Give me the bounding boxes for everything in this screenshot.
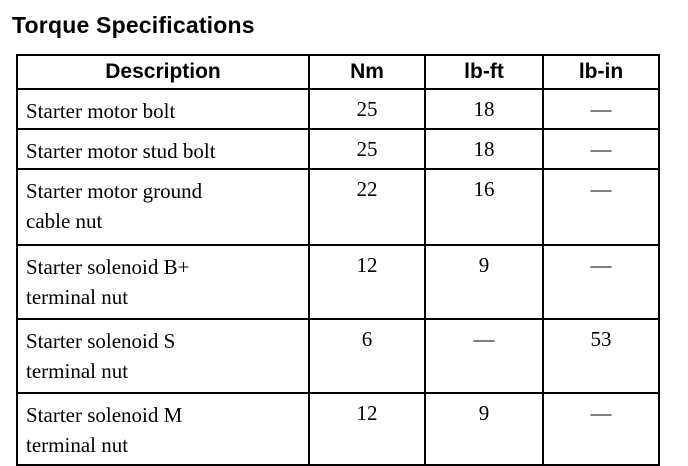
- description-line: terminal nut: [26, 433, 129, 457]
- cell-description: [17, 393, 309, 465]
- table-row: [17, 129, 659, 169]
- cell-description: [17, 169, 309, 245]
- torque-spec-table: [16, 54, 660, 466]
- description-line: Starter motor ground: [26, 179, 203, 203]
- table-row: [17, 89, 659, 129]
- description-line: terminal nut: [26, 285, 129, 309]
- description-line: terminal nut: [26, 359, 129, 383]
- cell-lb-ft: 9: [425, 393, 543, 465]
- cell-lb-ft: 18: [425, 129, 543, 169]
- description-line: Starter solenoid S: [26, 329, 176, 353]
- cell-lb-ft: 16: [425, 169, 543, 245]
- description-line: Starter solenoid B+: [26, 255, 190, 279]
- cell-lb-in: —: [543, 393, 659, 465]
- table-header-row: [17, 55, 659, 89]
- cell-nm: 6: [309, 319, 425, 393]
- cell-nm: 22: [309, 169, 425, 245]
- description-line: cable nut: [26, 209, 103, 233]
- cell-lb-in: —: [543, 169, 659, 245]
- cell-description: [17, 89, 309, 129]
- cell-nm: 25: [309, 89, 425, 129]
- description-line: Starter motor bolt: [26, 99, 176, 123]
- table-row: [17, 319, 659, 393]
- table-row: [17, 245, 659, 319]
- header-nm: Nm: [309, 55, 425, 89]
- cell-description: [17, 129, 309, 169]
- description-line: Starter solenoid M: [26, 403, 183, 427]
- cell-lb-in: —: [543, 129, 659, 169]
- cell-description: [17, 245, 309, 319]
- header-description: Description: [17, 55, 309, 89]
- description-line: Starter motor stud bolt: [26, 139, 216, 163]
- cell-description: [17, 319, 309, 393]
- cell-lb-ft: —: [425, 319, 543, 393]
- header-lb-ft: lb-ft: [425, 55, 543, 89]
- cell-lb-in: —: [543, 89, 659, 129]
- header-lb-in: lb-in: [543, 55, 659, 89]
- page-title: Torque Specifications: [12, 12, 255, 38]
- cell-nm: 12: [309, 245, 425, 319]
- cell-lb-ft: 18: [425, 89, 543, 129]
- table-row: [17, 169, 659, 245]
- cell-lb-in: —: [543, 245, 659, 319]
- cell-nm: 25: [309, 129, 425, 169]
- cell-lb-ft: 9: [425, 245, 543, 319]
- cell-nm: 12: [309, 393, 425, 465]
- table-row: [17, 393, 659, 465]
- cell-lb-in: 53: [543, 319, 659, 393]
